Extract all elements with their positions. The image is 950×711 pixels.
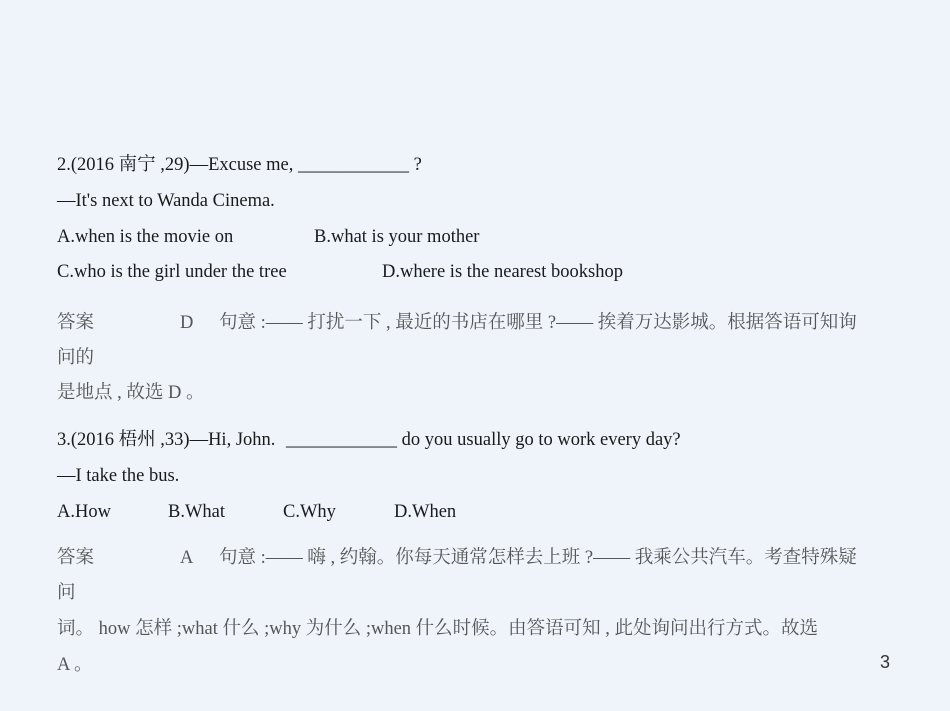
q2-explanation-line-3: 是地点 , 故选 D 。 xyxy=(57,383,205,403)
q3-stem-prefix: 3.(2016 梧州 ,33)—Hi, John. xyxy=(57,430,276,450)
q3-options-row xyxy=(57,500,457,524)
q2-answer-value: D xyxy=(180,313,194,333)
q2-option-a: A.when is the movie on xyxy=(57,227,234,247)
q3-option-b: B.What xyxy=(168,502,226,522)
q3-stem-suffix: do you usually go to work every day? xyxy=(401,430,681,450)
q2-answer-line xyxy=(57,311,857,335)
q3-stem xyxy=(57,428,681,452)
q3-explanation-line-2: 问 xyxy=(57,583,76,603)
q3-answer-line xyxy=(57,546,857,570)
q3-stem-blank: ____________ xyxy=(286,430,398,450)
page-number: 3 xyxy=(880,652,891,672)
q2-explanation-line-2: 问的 xyxy=(57,348,95,368)
q2-option-c: C.who is the girl under the tree xyxy=(57,262,287,282)
q2-option-d: D.where is the nearest bookshop xyxy=(382,262,623,282)
q2-explanation-line-1: 句意 :—— 打扰一下 , 最近的书店在哪里 ?—— 挨着万达影城。根据答语可知询 xyxy=(219,313,857,333)
q2-options-row-1 xyxy=(57,225,480,249)
q2-option-b: B.what is your mother xyxy=(314,227,480,247)
q3-explanation-line-1: 句意 :—— 嗨 , 约翰。你每天通常怎样去上班 ?—— 我乘公共汽车。考查特殊疑 xyxy=(219,548,857,568)
q3-explanation-line-4: A 。 xyxy=(57,655,93,675)
q2-options-row-2 xyxy=(57,260,623,284)
q2-reply: —It's next to Wanda Cinema. xyxy=(57,191,275,211)
q3-answer-value: A xyxy=(180,548,194,568)
q2-answer-label: 答案 xyxy=(57,313,95,333)
q2-stem: 2.(2016 南宁 ,29)—Excuse me, ____________ ? xyxy=(57,155,422,175)
q3-answer-label: 答案 xyxy=(57,548,95,568)
q3-explanation-line-3: 词。 how 怎样 ;what 什么 ;why 为什么 ;when 什么时候。由答语可知 , 此处询问出行方式。故选 xyxy=(57,619,819,639)
q3-option-c: C.Why xyxy=(283,502,336,522)
q3-reply: —I take the bus. xyxy=(57,466,180,486)
q3-option-a: A.How xyxy=(57,502,111,522)
q3-option-d: D.When xyxy=(394,502,457,522)
